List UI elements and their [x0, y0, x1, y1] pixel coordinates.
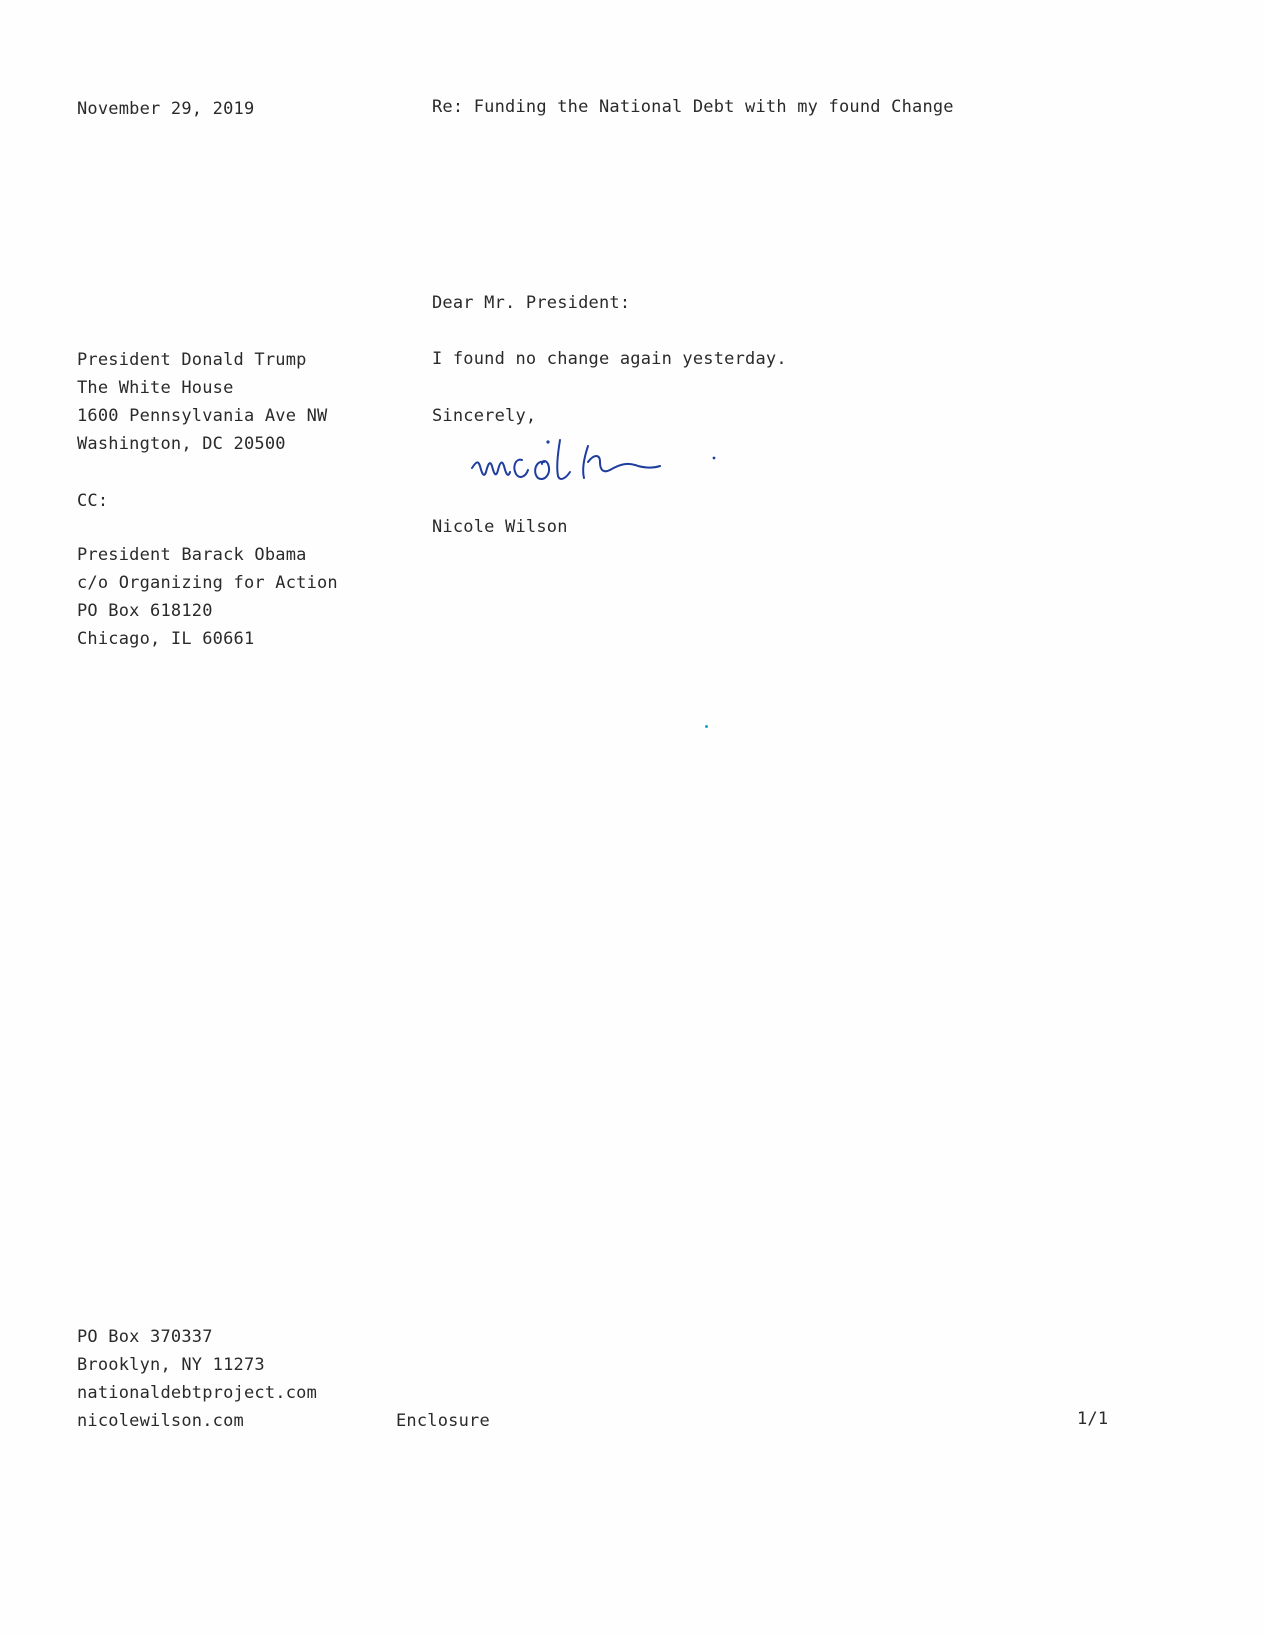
recipient-line: Washington, DC 20500	[77, 434, 286, 454]
letter-subject: Re: Funding the National Debt with my found Change	[432, 97, 954, 117]
cc-line: c/o Organizing for Action	[77, 573, 338, 593]
recipient-line: President Donald Trump	[77, 350, 307, 370]
enclosure-note: Enclosure	[396, 1411, 490, 1431]
scan-speck	[705, 725, 708, 728]
recipient-address	[77, 346, 327, 458]
recipient-line: 1600 Pennsylvania Ave NW	[77, 406, 328, 426]
cc-line: Chicago, IL 60661	[77, 629, 255, 649]
signature-name: Nicole Wilson	[432, 517, 568, 537]
recipient-line: The White House	[77, 378, 234, 398]
salutation: Dear Mr. President:	[432, 293, 631, 313]
handwritten-signature	[470, 432, 730, 492]
sender-line: nationaldebtproject.com	[77, 1383, 318, 1403]
cc-line: President Barack Obama	[77, 545, 307, 565]
page-number: 1/1	[1077, 1409, 1109, 1429]
letter-date: November 29, 2019	[77, 99, 255, 119]
sender-line: nicolewilson.com	[77, 1411, 244, 1431]
cc-address	[77, 541, 338, 653]
closing: Sincerely,	[432, 406, 537, 426]
cc-label: CC:	[77, 491, 109, 511]
sender-line: Brooklyn, NY 11273	[77, 1355, 265, 1375]
letter-body: I found no change again yesterday.	[432, 349, 787, 369]
sender-line: PO Box 370337	[77, 1327, 213, 1347]
sender-address	[77, 1323, 317, 1435]
cc-line: PO Box 618120	[77, 601, 213, 621]
